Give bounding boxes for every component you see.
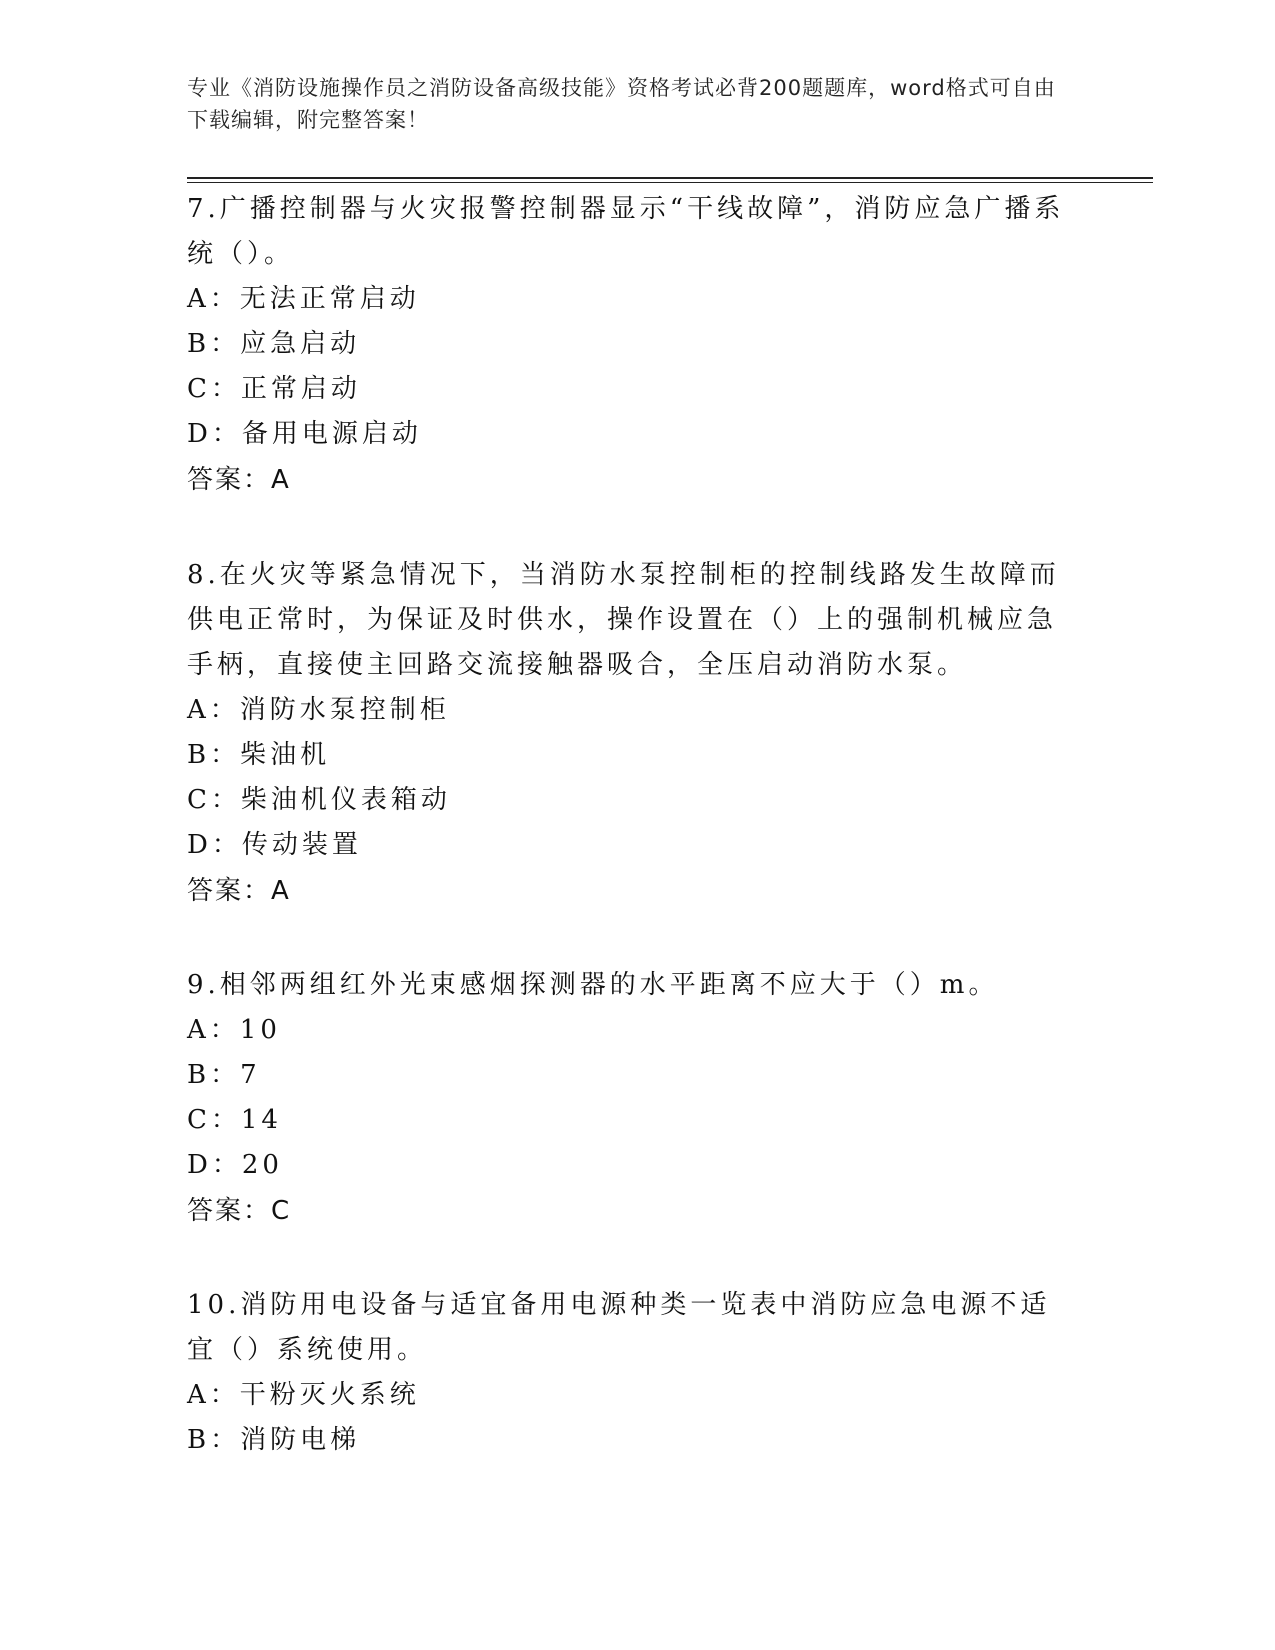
document-header: 专业《消防设施操作员之消防设备高级技能》资格考试必背200题题库，word格式可自由下载编辑，附完整答案！	[187, 76, 1056, 132]
option-a: A：10	[187, 1015, 281, 1045]
header-divider-thick	[187, 177, 1153, 179]
header-divider-thin	[187, 182, 1153, 183]
answer-line	[187, 869, 1067, 914]
question-stem: 8.在火灾等紧急情况下，当消防水泵控制柜的控制线路发生故障而供电正常时，为保证及时供水，操作设置在（）上的强制机械应急手柄，直接使主回路交流接触器吸合，全压启动消防水泵。	[187, 560, 1060, 680]
question-8	[187, 553, 1067, 914]
question-10	[187, 1283, 1067, 1463]
question-stem: 9.相邻两组红外光束感烟探测器的水平距离不应大于（）m。	[187, 970, 999, 1000]
option-c: C：正常启动	[187, 374, 361, 404]
answer-line	[187, 1189, 1067, 1234]
option-d: D：备用电源启动	[187, 419, 422, 449]
option-c: C：14	[187, 1105, 282, 1135]
question-7	[187, 187, 1067, 503]
option-d: D：20	[187, 1150, 283, 1180]
option-a: A：无法正常启动	[187, 284, 420, 314]
question-9	[187, 963, 1067, 1234]
option-d: D：传动装置	[187, 830, 362, 860]
answer-label: 答案：	[187, 465, 272, 495]
option-b: B：消防电梯	[187, 1425, 361, 1455]
option-c: C：柴油机仪表箱动	[187, 785, 451, 815]
question-stem: 10.消防用电设备与适宜备用电源种类一览表中消防应急电源不适宜（）系统使用。	[187, 1290, 1051, 1365]
answer-label: 答案：	[187, 876, 272, 906]
option-a: A：干粉灭火系统	[187, 1380, 420, 1410]
answer-line	[187, 458, 1067, 503]
option-b: B：应急启动	[187, 329, 361, 359]
option-b: B：柴油机	[187, 740, 331, 770]
question-stem: 7.广播控制器与火灾报警控制器显示“干线故障”，消防应急广播系统（）。	[187, 194, 1065, 269]
option-b: B：7	[187, 1060, 261, 1090]
answer-value: A	[271, 465, 291, 495]
answer-value: A	[271, 876, 291, 906]
answer-value: C	[271, 1196, 292, 1226]
answer-label: 答案：	[187, 1196, 272, 1226]
option-a: A：消防水泵控制柜	[187, 695, 450, 725]
